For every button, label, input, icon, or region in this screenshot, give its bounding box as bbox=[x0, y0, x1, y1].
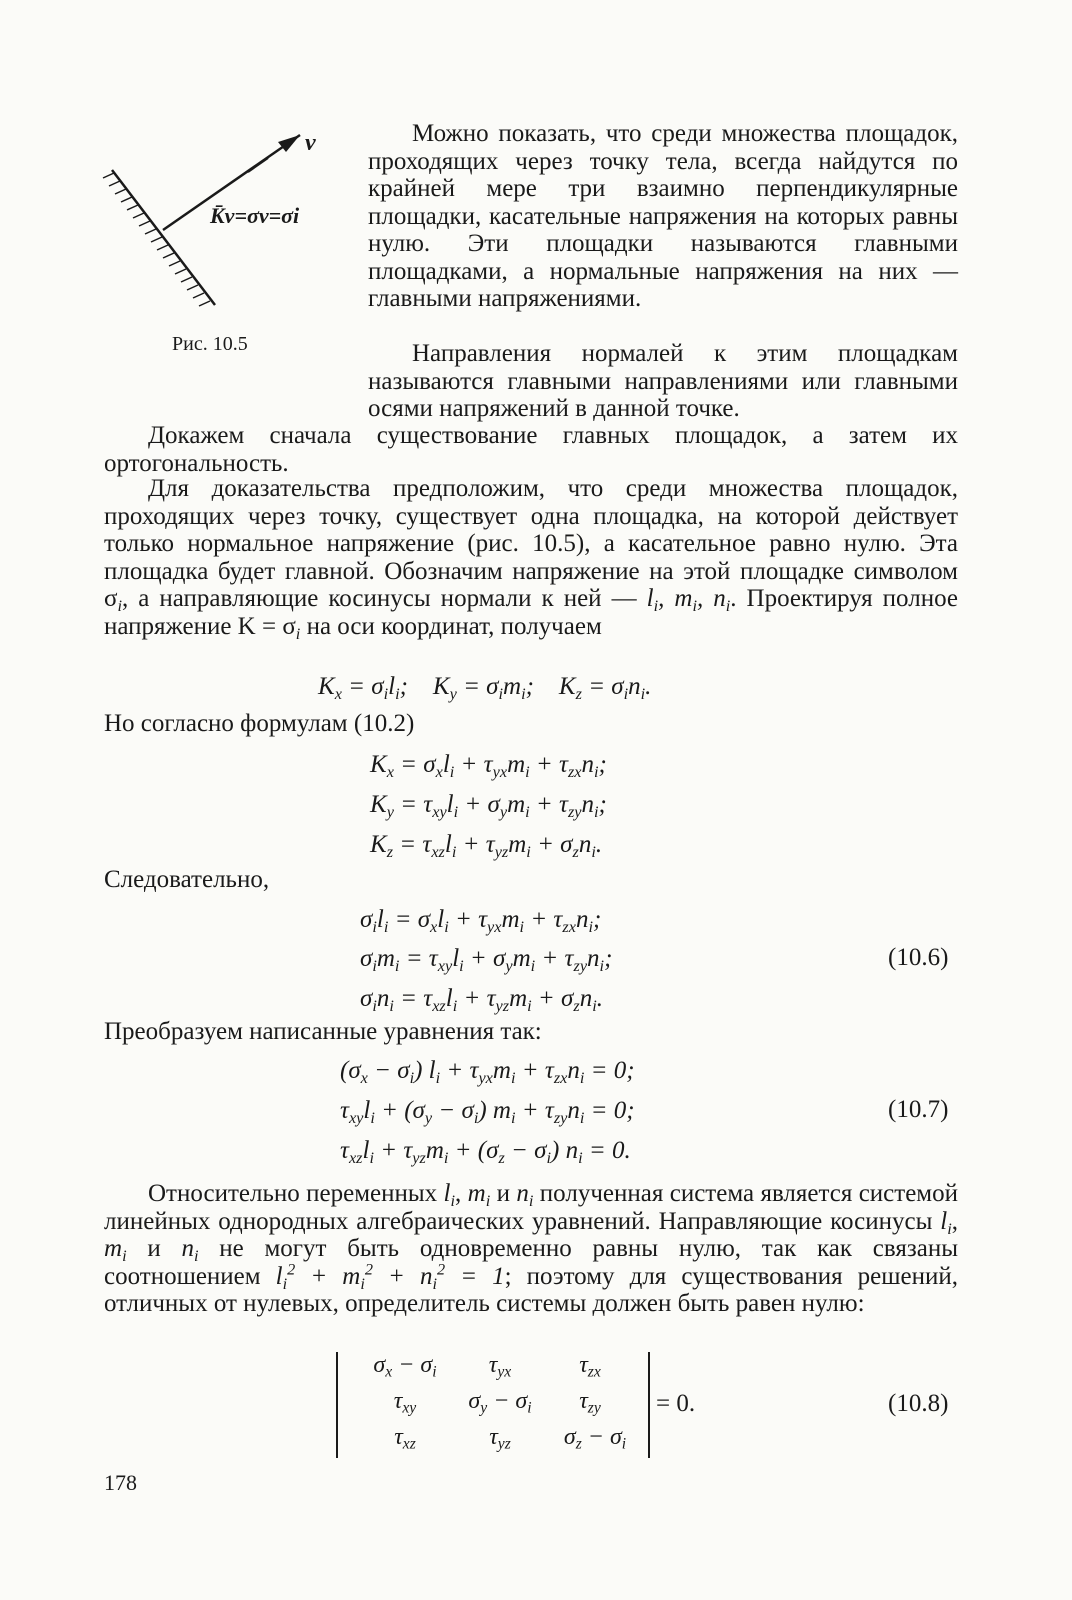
equation-kz: $K_z = \tau_{xz}l_i + \tau_{yz}m_i + \sigma_zn_i$. bbox=[370, 831, 603, 861]
det-cell-11: $\sigma_x - \sigma_i$ bbox=[373, 1352, 437, 1381]
paragraph-system-part-d: ; поэтому для существования решений, отличных от нулевых, определитель системы должен быть равен нулю: bbox=[104, 1262, 958, 1317]
figure-10-5 bbox=[100, 120, 360, 320]
equation-ky: $K_y = \tau_{xy}l_i + \sigma_ym_i + \tau_{zy}n_i$; bbox=[370, 791, 607, 821]
figure-formula-label: K̄ν=σν=σi bbox=[210, 203, 300, 228]
determinant-left-bar bbox=[336, 1352, 338, 1458]
det-cell-33: $\sigma_z - \sigma_i$ bbox=[563, 1424, 627, 1453]
figure-axis-label: ν bbox=[305, 130, 316, 156]
det-cell-22: $\sigma_y - \sigma_i$ bbox=[468, 1388, 532, 1417]
determinant-right-bar bbox=[648, 1352, 650, 1458]
determinant-10-8 bbox=[330, 1350, 670, 1460]
determinant-equals: = 0. bbox=[656, 1390, 696, 1417]
det-cell-32: $\tau_{yz}$ bbox=[489, 1424, 511, 1453]
equation-10-7-line2: $\tau_{xy}l_i + (\sigma_y - \sigma_i) m_i + \tau_{zy}n_i = 0$; bbox=[340, 1097, 635, 1127]
equation-number-10-7: (10.7) bbox=[888, 1096, 949, 1123]
equation-10-6-line2: $\sigma_im_i = \tau_{xy}l_i + \sigma_ym_i + \tau_{zy}n_i$; bbox=[360, 945, 613, 975]
equation-number-10-8: (10.8) bbox=[888, 1390, 949, 1417]
paragraph-consequently: Следовательно, bbox=[104, 866, 270, 893]
det-cell-23: $\tau_{zy}$ bbox=[579, 1388, 601, 1417]
figure-caption: Рис. 10.5 bbox=[172, 333, 248, 355]
equation-10-7-line1: $(\sigma_x - \sigma_i) l_i + \tau_{yx}m_i + \tau_{zx}n_i = 0$; bbox=[340, 1057, 635, 1087]
paragraph-system-part-a: Относительно переменных bbox=[148, 1180, 444, 1207]
equation-kx: $K_x = \sigma_xl_i + \tau_{yx}m_i + \tau_{zx}n_i$; bbox=[370, 751, 607, 781]
equation-10-7-line3: $\tau_{xz}l_i + \tau_{yz}m_i + (\sigma_z - \sigma_i) n_i = 0$. bbox=[340, 1137, 631, 1167]
paragraph-main-directions: Направления нормалей к этим площадкам называются главными направлениями или главными осями напряжений в данной точке. bbox=[368, 340, 958, 422]
paragraph-main-planes: Можно показать, что среди множества площадок, проходящих через точку тела, всегда найдутся по крайней мере три взаимно перпендикулярные площадки, касательные напряжения на которых равны нулю. Эти площадки называются главными площадками, а нормальные напряжения на них — главными напряжениями. bbox=[368, 120, 958, 312]
paragraph-system-part-b: полученная система является системой линейных однородных алгебраических уравнений. Направляющие косинусы bbox=[104, 1180, 958, 1235]
det-cell-12: $\tau_{yx}$ bbox=[488, 1352, 512, 1381]
paragraph-proof: Для доказательства предположим, что среди множества площадок, проходящих через точку, существует одна площадка, на которой действует только нормальное напряжение (рис. 10.5), а касательное равно нулю. Эта площадка будет главной. Обозначим напряжение на этой площадке символом $\sigma_i$, а направляющие косинусы нормали к ней — $l_i$, $m_i$, $n_i$. Проектируя полное напряжение $K = \sigma_i$ на оси координат, получаем bbox=[104, 475, 958, 643]
page-number: 178 bbox=[104, 1470, 137, 1495]
paragraph-proof-part-d: на оси координат, получаем bbox=[300, 612, 602, 640]
paragraph-proof-part-c: . Проектируя полное напряжение K = σ bbox=[104, 585, 958, 640]
paragraph-system: Относительно переменных $l_i$, $m_i$ и $n_i$ полученная система является системой линейных однородных алгебраических уравнений. Направляющие косинусы $l_i$, $m_i$ и $n_i$ не могут быть одновременно равны нулю, так как связаны соотношением $l_i^2 + m_i^2 + n_i^2 = 1$; поэтому для существования решений, отличных от нулевых, определитель системы должен быть равен нулю: bbox=[104, 1180, 958, 1317]
equation-projection: $K_x = \sigma_il_i$; $K_y = \sigma_im_i$; $K_z = \sigma_in_i$. bbox=[318, 673, 652, 703]
paragraph-system-part-c: не могут быть одновременно равны нулю, так как связаны соотношением bbox=[104, 1235, 958, 1290]
det-cell-21: $\tau_{xy}$ bbox=[393, 1388, 417, 1417]
equation-number-10-6: (10.6) bbox=[888, 944, 949, 971]
equation-10-6-line1: $\sigma_il_i = \sigma_xl_i + \tau_{yx}m_i + \tau_{zx}n_i$; bbox=[360, 906, 602, 936]
paragraph-transform: Преобразуем написанные уравнения так: bbox=[104, 1018, 542, 1045]
paragraph-proof-part-a: Для доказательства предположим, что среди множества площадок, проходящих через точку, существует одна площадка, на которой действует только нормальное напряжение (рис. 10.5), а касательное равно нулю. Эта площадка будет главной. Обозначим напряжение на этой площадке символом σ bbox=[104, 475, 958, 612]
det-cell-31: $\tau_{xz}$ bbox=[394, 1424, 416, 1453]
paragraph-proof-intro: Докажем сначала существование главных площадок, а затем их ортогональность. bbox=[104, 422, 958, 477]
paragraph-proof-part-b: , а направляющие косинусы нормали к ней — bbox=[122, 585, 647, 612]
equation-10-6-line3: $\sigma_in_i = \tau_{xz}l_i + \tau_{yz}m_i + \sigma_zn_i$. bbox=[360, 985, 603, 1015]
paragraph-formulas-ref: Но согласно формулам (10.2) bbox=[104, 710, 415, 737]
det-cell-13: $\tau_{zx}$ bbox=[579, 1352, 601, 1381]
